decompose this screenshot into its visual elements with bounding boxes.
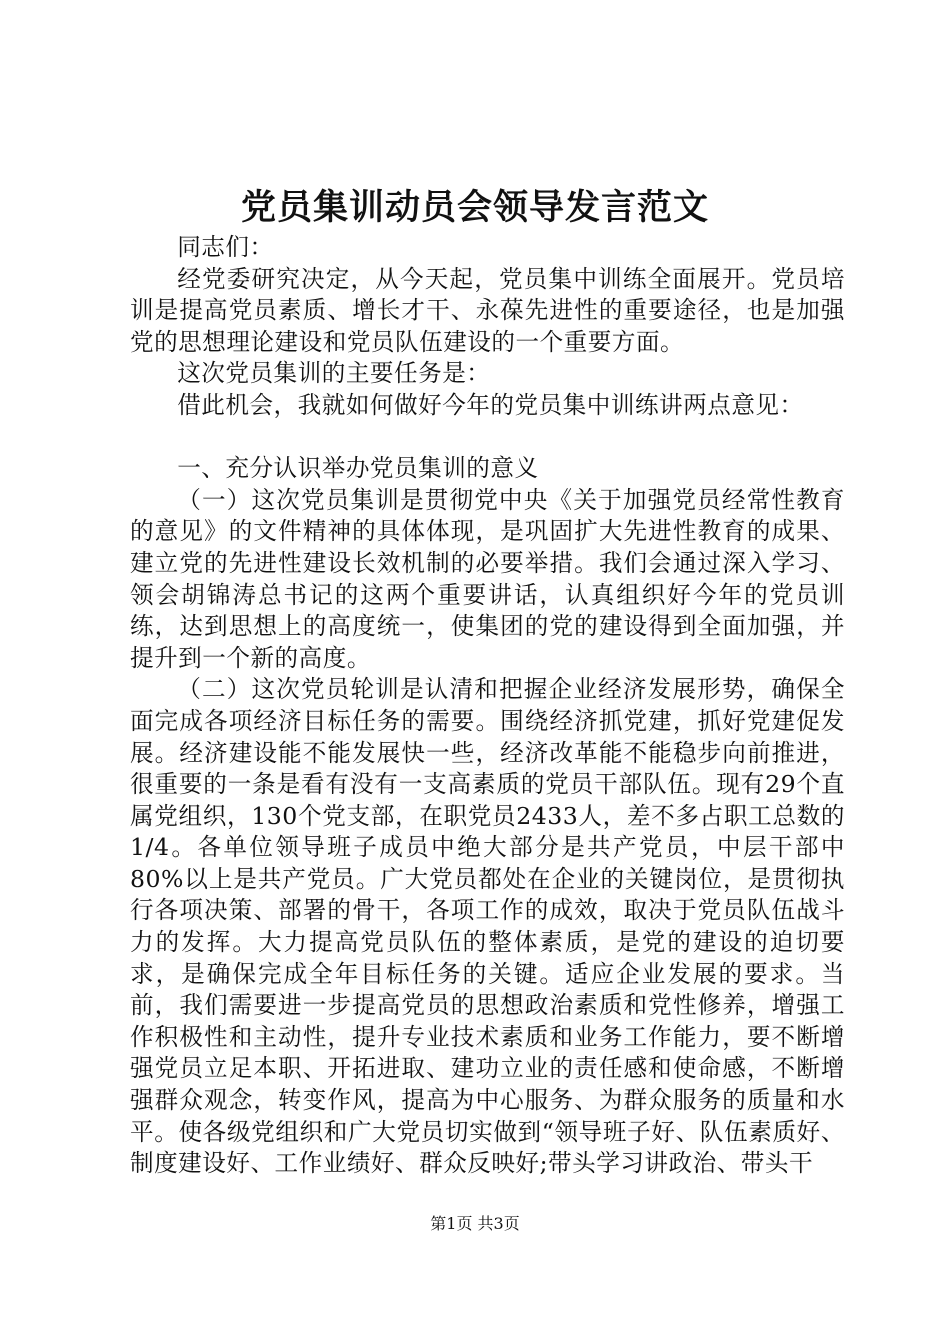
document-body (130, 232, 845, 1180)
document-title: 党员集训动员会领导发言范文 (240, 187, 709, 228)
paragraph: 借此机会，我就如何做好今年的党员集中训练讲两点意见： (177, 390, 804, 419)
blank-line (130, 422, 845, 454)
section-heading: 一、充分认识举办党员集训的意义 (177, 454, 539, 483)
salutation: 同志们： (177, 233, 274, 261)
section-paragraph: （一）这次党员集训是贯彻党中央《关于加强党员经常性教育的意见》的文件精神的具体体现，是巩固扩大先进性教育的成果、建立党的先进性建设长效机制的必要举措。我们会通过深入学习、领会胡锦涛总书记的这两个重要讲话，认真组织好今年的党员训练，达到思想上的高度统一，使集团的党的建设得到全面加强，并提升到一个新的高度。 (130, 485, 845, 672)
paragraph: 这次党员集训的主要任务是： (177, 359, 491, 388)
page-number-footer: 第1页 共3页 (430, 1214, 520, 1233)
section-paragraph: （二）这次党员轮训是认清和把握企业经济发展形势，确保全面完成各项经济目标任务的需要。围绕经济抓党建，抓好党建促发展。经济建设能不能发展快一些，经济改革能不能稳步向前推进，很重要的一条是看有没有一支高素质的党员干部队伍。现有29个直属党组织，130个党支部，在职党员2433人，差不多占职工总数的1/4。各单位领导班子成员中绝大部分是共产党员，中层干部中80%以上是共产党员。广大党员都处在企业的关键岗位，是贯彻执行各项决策、部署的骨干，各项工作的成效，取决于党员队伍战斗力的发挥。大力提高党员队伍的整体素质，是党的建设的迫切要求，是确保完成全年目标任务的关键。适应企业发展的要求。当前，我们需要进一步提高党员的思想政治素质和党性修养，增强工作积极性和主动性，提升专业技术素质和业务工作能力，要不断增强党员立足本职、开拓进取、建功立业的责任感和使命感，不断增强群众观念，转变作风，提高为中心服务、为群众服务的质量和水平。使各级党组织和广大党员切实做到“领导班子好、队伍素质好、制度建设好、工作业绩好、群众反映好;带头学习讲政治、带头干 (130, 675, 845, 1178)
paragraph: 经党委研究决定，从今天起，党员集中训练全面展开。党员培训是提高党员素质、增长才干、永葆先进性的重要途径，也是加强党的思想理论建设和党员队伍建设的一个重要方面。 (130, 264, 845, 356)
